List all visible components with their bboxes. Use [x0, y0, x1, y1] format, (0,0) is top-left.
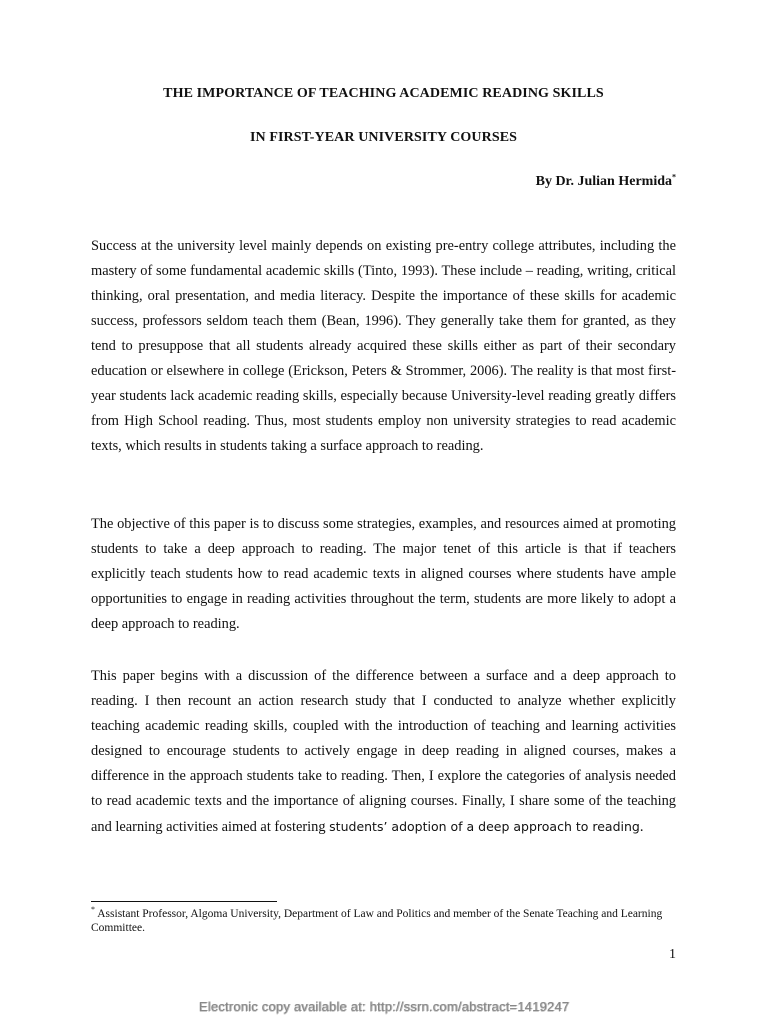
paper-title-line-1: THE IMPORTANCE OF TEACHING ACADEMIC READING SKILLS	[163, 86, 604, 101]
paragraph-3-main: This paper begins with a discussion of the difference between a surface and a deep approach to reading. I then recount an action research study that I conducted to analyze whether explicitly teaching academic reading skills, coupled with the introduction of teaching and learning activities designed to encourage students to actively engage in deep reading in aligned courses, makes a difference in the approach students take to reading. Then, I explore the categories of analysis needed to read academic texts and the importance of aligning courses. Finally, I share some of the teaching and learning activities aimed at fostering	[91, 668, 676, 835]
footnote-marker: *	[91, 905, 95, 915]
paper-title-line-2: IN FIRST-YEAR UNIVERSITY COURSES	[249, 130, 518, 145]
footnote-separator	[91, 901, 277, 902]
paragraph-3-end: .	[639, 819, 644, 835]
author-name: By Dr. Julian Hermida	[535, 174, 672, 189]
page-number: 1	[669, 947, 676, 962]
paragraph-2: The objective of this paper is to discuss some strategies, examples, and resources aimed at promoting students to take a deep approach to reading. The major tenet of this article is that if teachers explicitly teach students how to read academic texts in aligned courses where students have ample opportunities to engage in reading activities throughout the term, students are more likely to adopt a deep approach to reading.	[91, 516, 676, 632]
footnote-text: Assistant Professor, Algoma University, Department of Law and Politics and member of the Senate Teaching and Learning Committee.	[91, 908, 663, 934]
author-byline	[536, 174, 676, 190]
paragraph-3-tail: students’ adoption of a deep approach to reading	[329, 819, 640, 834]
paragraph-1: Success at the university level mainly depends on existing pre-entry college attributes, including the mastery of some fundamental academic skills (Tinto, 1993). These include – reading, writing, critical thinking, oral presentation, and media literacy. Despite the importance of these skills for academic success, professors seldom teach them (Bean, 1996). They generally take them for granted, as they tend to presuppose that all students already acquired these skills either as part of their secondary education or elsewhere in college (Erickson, Peters & Strommer, 2006). The reality is that most first-year students lack academic reading skills, especially because University-level reading greatly differs from High School reading. Thus, most students employ non university strategies to read academic texts, which results in students taking a surface approach to reading.	[91, 238, 676, 454]
footnote	[91, 907, 676, 935]
ssrn-watermark: Electronic copy available at: http://ssrn.com/abstract=1419247	[198, 999, 570, 1014]
author-footnote-marker: *	[672, 172, 676, 182]
paragraph-3	[91, 664, 676, 840]
